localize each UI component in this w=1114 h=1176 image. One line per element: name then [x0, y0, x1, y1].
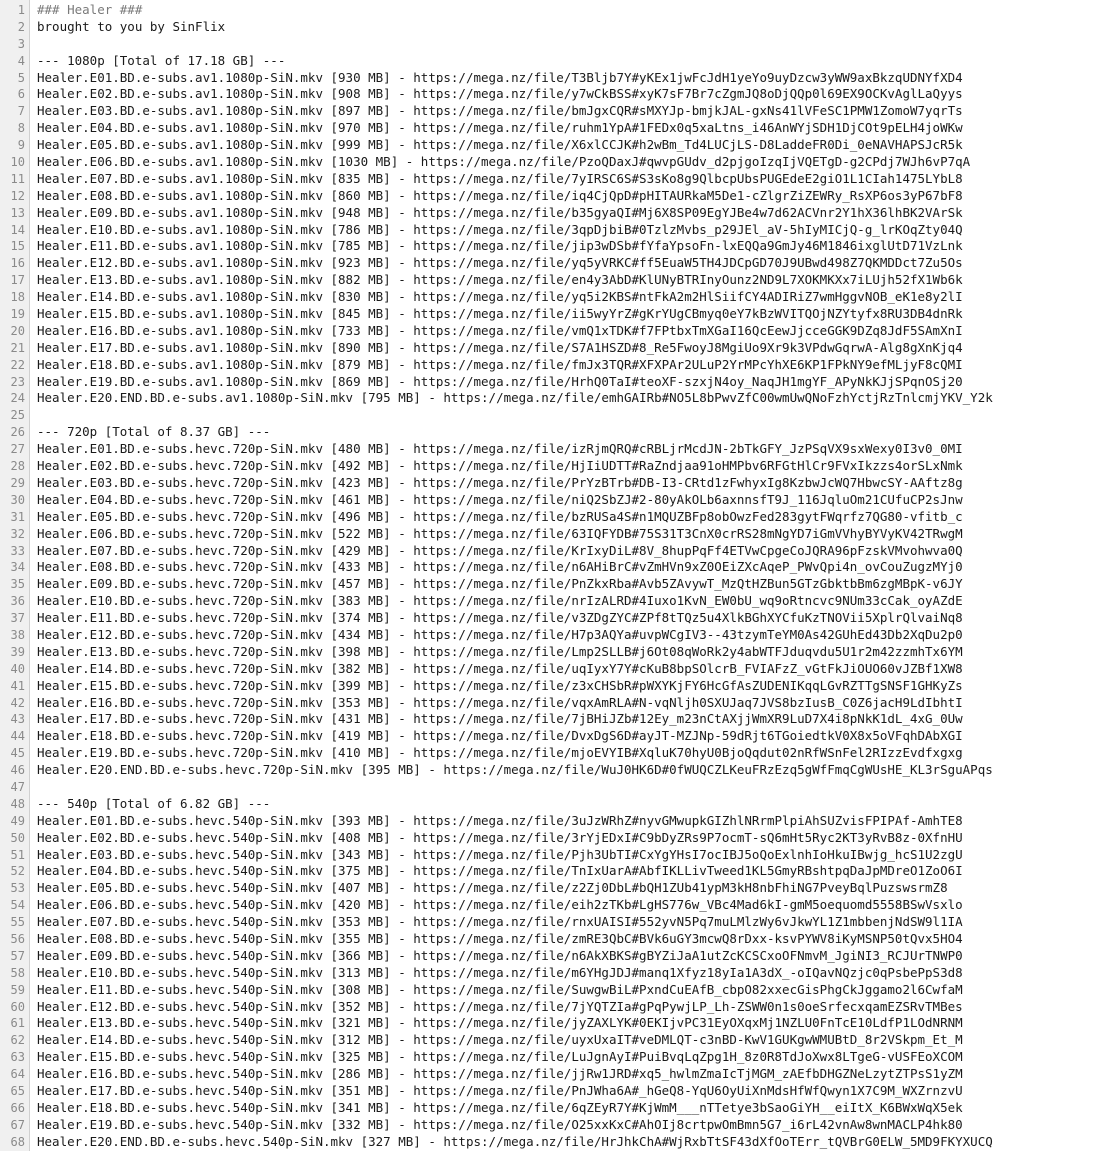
- code-line: Healer.E03.BD.e-subs.hevc.540p-SiN.mkv [343 MB] - https://mega.nz/file/Pjh3UbTI#CxYgYHsI7ocIBJ5oQoExlnhIoHkuIBwjg_hcS1U2zgU: [37, 846, 963, 862]
- code-line: Healer.E04.BD.e-subs.hevc.720p-SiN.mkv [461 MB] - https://mega.nz/file/niQ2SbZJ#2-80yAkOLb6axnnsfT9J_116JqluOm21CUfuCP2sJnw: [37, 491, 963, 507]
- line-number: 34: [10, 560, 25, 575]
- code-line: Healer.E12.BD.e-subs.hevc.540p-SiN.mkv [352 MB] - https://mega.nz/file/7jYQTZIa#gPqPywjLP_Lh-ZSWW0n1s0oeSrfecxqamEZSRvTMBes: [37, 998, 963, 1014]
- code-line: Healer.E10.BD.e-subs.hevc.720p-SiN.mkv [383 MB] - https://mega.nz/file/nrIzALRD#4Iuxo1KvN_EW0bU_wq9oRtncvc9NUm33cCak_oyAZdE: [37, 593, 963, 609]
- code-line: Healer.E20.END.BD.e-subs.hevc.540p-SiN.mkv [327 MB] - https://mega.nz/file/HrJhkChA#WjRxbTtSF43dXfOoTErr_tQVBrG0ELW_5MD9FKYXUCQ: [37, 1133, 993, 1149]
- code-line: Healer.E07.BD.e-subs.hevc.540p-SiN.mkv [353 MB] - https://mega.nz/file/rnxUAISI#552yvN5Pq7muLMlzWy6vJkwYL1Z1mbbenjNdSW9l1IA: [37, 914, 963, 930]
- line-number: 42: [10, 695, 25, 710]
- code-line: Healer.E19.BD.e-subs.hevc.720p-SiN.mkv [410 MB] - https://mega.nz/file/mjoEVYIB#XqluK70hyU0BjoQqdut02nRfWSnFel2RIzzEvdfxgxg: [37, 745, 963, 761]
- code-line: Healer.E09.BD.e-subs.av1.1080p-SiN.mkv [948 MB] - https://mega.nz/file/b35gyaQI#Mj6X8SP09EgYJBe4w7d62ACVnr2Y1hX36lhBK2VArSk: [37, 204, 963, 220]
- code-line: Healer.E09.BD.e-subs.hevc.720p-SiN.mkv [457 MB] - https://mega.nz/file/PnZkxRba#Avb5ZAvywT_MzQtHZBun5GTzGbktbBm6zgMBpK-v6JY: [37, 576, 963, 592]
- code-line: Healer.E02.BD.e-subs.hevc.540p-SiN.mkv [408 MB] - https://mega.nz/file/3rYjEDxI#C9bDyZRs9P7ocmT-sQ6mHt5Ryc2KT3yRvB8z-0XfnHU: [37, 829, 963, 845]
- code-line: Healer.E03.BD.e-subs.hevc.720p-SiN.mkv [423 MB] - https://mega.nz/file/PrYzBTrb#DB-I3-CRtd1zFwhyxIg8KzbwJcWQ7HbwcSY-AAftz8g: [37, 474, 963, 490]
- code-line: --- 1080p [Total of 17.18 GB] ---: [37, 52, 286, 68]
- line-number: 44: [10, 729, 25, 744]
- code-line: Healer.E14.BD.e-subs.hevc.720p-SiN.mkv [382 MB] - https://mega.nz/file/uqIyxY7Y#cKuB8bpSOlcrB_FVIAFzZ_vGtFkJiOUO60vJZBf1XW8: [37, 660, 963, 676]
- line-number: 16: [10, 256, 25, 271]
- line-number: 25: [10, 408, 25, 423]
- line-number: 11: [10, 171, 25, 186]
- line-number: 66: [10, 1100, 25, 1115]
- code-line: Healer.E07.BD.e-subs.av1.1080p-SiN.mkv [835 MB] - https://mega.nz/file/7yIRSC6S#S3sKo8g9QlbcpUbsPUGEdeE2giO1L1CIah1475LYbL8: [37, 170, 963, 186]
- code-line: Healer.E06.BD.e-subs.hevc.720p-SiN.mkv [522 MB] - https://mega.nz/file/63IQFYDB#75S31T3CnX0crRS28mNgYD7iGmVVhyBYVyKV42TRwgM: [37, 525, 963, 541]
- code-line: Healer.E11.BD.e-subs.av1.1080p-SiN.mkv [785 MB] - https://mega.nz/file/jip3wDSb#fYfaYpsoFn-lxEQQa9GmJy46M1846ixglUtD71VzLnk: [37, 238, 963, 254]
- code-line: Healer.E05.BD.e-subs.hevc.540p-SiN.mkv [407 MB] - https://mega.nz/file/z2Zj0DbL#bQH1ZUb41ypM3kH8nbFhiNG7PveyBqlPuzswsrmZ8: [37, 880, 948, 896]
- line-number: 33: [10, 543, 25, 558]
- code-line: Healer.E06.BD.e-subs.av1.1080p-SiN.mkv [1030 MB] - https://mega.nz/file/PzoQDaxJ#qwvpGUdv_d2pjgoIzqIjVQETgD-g2CPdj7WJh6vP7qA: [37, 154, 971, 170]
- line-number: 4: [17, 53, 25, 68]
- line-number: 67: [10, 1117, 25, 1132]
- line-number: 8: [17, 121, 25, 136]
- code-line: Healer.E08.BD.e-subs.hevc.720p-SiN.mkv [433 MB] - https://mega.nz/file/n6AHiBrC#vZmHVn9xZ0OEiZXcAqeP_PWvQpi4n_ovCouZugzMYj0: [37, 559, 963, 575]
- line-number: 19: [10, 307, 25, 322]
- line-number: 12: [10, 188, 25, 203]
- line-number: 64: [10, 1067, 25, 1082]
- line-number: 1: [17, 3, 25, 17]
- code-line: Healer.E04.BD.e-subs.hevc.540p-SiN.mkv [375 MB] - https://mega.nz/file/TnIxUarA#AbfIKLLivTweed1KL5GmyRBshtpqDaJpMDreO1ZoO6I: [37, 863, 963, 879]
- line-number: 32: [10, 526, 25, 541]
- code-line: Healer.E16.BD.e-subs.hevc.540p-SiN.mkv [286 MB] - https://mega.nz/file/jjRw1JRD#xq5_hwlmZmaIcTjMGM_zAEfbDHGZNeLzytZTPsS1yZM: [37, 1066, 963, 1082]
- code-line: --- 720p [Total of 8.37 GB] ---: [37, 424, 271, 440]
- line-number: 58: [10, 965, 25, 980]
- line-number: 63: [10, 1050, 25, 1065]
- line-number: 55: [10, 915, 25, 930]
- line-number-gutter: [0, 0, 30, 1151]
- line-number: 14: [10, 222, 25, 237]
- line-number: 9: [17, 138, 25, 153]
- line-number: 30: [10, 492, 25, 507]
- line-number: 21: [10, 340, 25, 355]
- code-line: [37, 407, 1114, 424]
- code-line: Healer.E08.BD.e-subs.av1.1080p-SiN.mkv [860 MB] - https://mega.nz/file/iq4CjQpD#pHITAURkaM5De1-cZlgrZiZEWRy_RsXP6os3yP67bF8: [37, 187, 963, 203]
- line-number: 38: [10, 627, 25, 642]
- line-number: 22: [10, 357, 25, 372]
- line-number: 29: [10, 475, 25, 490]
- code-line: Healer.E02.BD.e-subs.av1.1080p-SiN.mkv [908 MB] - https://mega.nz/file/y7wCkBSS#xyK7sF7Br7cZgmJQ8oDjQQp0l69EX9OCKvAglLaQyys: [37, 86, 963, 102]
- code-line: Healer.E07.BD.e-subs.hevc.720p-SiN.mkv [429 MB] - https://mega.nz/file/KrIxyDiL#8V_8hupPqFf4ETVwCpgeCoJQRA96pFzskVMvohwva0Q: [37, 542, 963, 558]
- line-number: 2: [17, 19, 25, 34]
- code-line: Healer.E19.BD.e-subs.av1.1080p-SiN.mkv [869 MB] - https://mega.nz/file/HrhQ0TaI#teoXF-szxjN4oy_NaqJH1mgYF_APyNkKJjSPqnOSj20: [37, 373, 963, 389]
- code-line: Healer.E16.BD.e-subs.av1.1080p-SiN.mkv [733 MB] - https://mega.nz/file/vmQ1xTDK#f7FPtbxTmXGaI16QcEewJjcceGGK9DZq8JdF5SAmXnI: [37, 322, 963, 338]
- code-line: Healer.E15.BD.e-subs.hevc.540p-SiN.mkv [325 MB] - https://mega.nz/file/LuJgnAyI#PuiBvqLqZpg1H_8z0R8TdJoXwx8LTgeG-vUSFEoXCOM: [37, 1049, 963, 1065]
- line-number: 50: [10, 830, 25, 845]
- line-number: 6: [17, 87, 25, 102]
- line-number: 31: [10, 509, 25, 524]
- code-line: Healer.E04.BD.e-subs.av1.1080p-SiN.mkv [970 MB] - https://mega.nz/file/ruhm1YpA#1FEDx0q5xaLtns_i46AnWYjSDH1DjCOt9pELH4joWKw: [37, 120, 963, 136]
- code-line: Healer.E12.BD.e-subs.hevc.720p-SiN.mkv [434 MB] - https://mega.nz/file/H7p3AQYa#uvpWCgIV3--43tzymTeYM0As42GUhEd43Db2XqDu2p0: [37, 626, 963, 642]
- line-number: 61: [10, 1016, 25, 1031]
- code-line: Healer.E05.BD.e-subs.av1.1080p-SiN.mkv [999 MB] - https://mega.nz/file/X6xlCCJK#h2wBm_Td4LUCjLS-D8LaddeFR0Di_0eNAVHAPSJcR5k: [37, 137, 963, 153]
- line-number: 37: [10, 611, 25, 626]
- line-number: 46: [10, 763, 25, 778]
- code-line: Healer.E01.BD.e-subs.hevc.540p-SiN.mkv [393 MB] - https://mega.nz/file/3uJzWRhZ#nyvGMwupkGIZhlNRrmPlpiAhSUZvisFPIPAf-AmhTE8: [37, 812, 963, 828]
- code-line: Healer.E12.BD.e-subs.av1.1080p-SiN.mkv [923 MB] - https://mega.nz/file/yq5yVRKC#ff5EuaW5TH4JDCpGD70J9UBwd498Z7QKMDDct7Zu5Os: [37, 255, 963, 271]
- line-number: 27: [10, 442, 25, 457]
- code-line: Healer.E14.BD.e-subs.hevc.540p-SiN.mkv [312 MB] - https://mega.nz/file/uyxUxaIT#veDMLQT-c3nBD-KwV1GUKgwWMUBtD_8r2VSkpm_Et_M: [37, 1032, 963, 1048]
- line-number: 60: [10, 999, 25, 1014]
- line-number: 3: [17, 36, 25, 51]
- line-number: 56: [10, 931, 25, 946]
- code-line: Healer.E17.BD.e-subs.av1.1080p-SiN.mkv [890 MB] - https://mega.nz/file/S7A1HSZD#8_Re5FwoyJ8MgiUo9Xr9k3VPdwGqrwA-Alg8gXnKjq4: [37, 339, 963, 355]
- line-number: 52: [10, 864, 25, 879]
- code-line: Healer.E14.BD.e-subs.av1.1080p-SiN.mkv [830 MB] - https://mega.nz/file/yq5i2KBS#ntFkA2m2HlSiifCY4ADIRiZ7wmHggvNOB_eK1e8y2lI: [37, 289, 963, 305]
- line-number: 57: [10, 948, 25, 963]
- code-line: Healer.E09.BD.e-subs.hevc.540p-SiN.mkv [366 MB] - https://mega.nz/file/n6AkXBKS#gBYZiJaA1utZcKCSCxoOFNmvM_JgiNI3_RCJUrTNWP0: [37, 947, 963, 963]
- code-line: Healer.E10.BD.e-subs.hevc.540p-SiN.mkv [313 MB] - https://mega.nz/file/m6YHgJDJ#manq1Xfyz18yIa1A3dX_-oIQavNQzjc0qPsbePpS3d8: [37, 964, 963, 980]
- line-number: 65: [10, 1084, 25, 1098]
- code-line: Healer.E11.BD.e-subs.hevc.540p-SiN.mkv [308 MB] - https://mega.nz/file/SuwgwBiL#PxndCuEAfB_cbpO82xxecGisPhgCkJggamo2l6CwfaM: [37, 981, 963, 997]
- line-number: 51: [10, 847, 25, 862]
- line-number: 17: [10, 273, 25, 288]
- line-number: 47: [10, 779, 25, 794]
- code-line: Healer.E05.BD.e-subs.hevc.720p-SiN.mkv [496 MB] - https://mega.nz/file/bzRUSa4S#n1MQUZBFp8obOwzFed283gytFWqrfz7QG80-vfitb_c: [37, 508, 963, 524]
- code-line: --- 540p [Total of 6.82 GB] ---: [37, 795, 271, 811]
- code-line: Healer.E06.BD.e-subs.hevc.540p-SiN.mkv [420 MB] - https://mega.nz/file/eih2zTKb#LgHS776w_VBc4Mad6kI-gmM5oequomd5558BSwVsxlo: [37, 897, 963, 913]
- code-line: Healer.E01.BD.e-subs.av1.1080p-SiN.mkv [930 MB] - https://mega.nz/file/T3Bljb7Y#yKEx1jwFcJdH1yeYo9uyDzcw3yWW9axBkzqUDNYfXD4: [37, 69, 963, 85]
- line-number: 48: [10, 796, 25, 811]
- line-number: 53: [10, 881, 25, 896]
- code-line: Healer.E15.BD.e-subs.av1.1080p-SiN.mkv [845 MB] - https://mega.nz/file/ii5wyYrZ#gKrYUgCBmyq0eY7kBzWVITQOjNZYtyfx8RU3DB4dnRk: [37, 306, 963, 322]
- line-number: 62: [10, 1033, 25, 1048]
- code-line: Healer.E01.BD.e-subs.hevc.720p-SiN.mkv [480 MB] - https://mega.nz/file/izRjmQRQ#cRBLjrMcdJN-2bTkGFY_JzPSqVX9sxWexy0I3v0_0MI: [37, 441, 963, 457]
- code-line: Healer.E03.BD.e-subs.av1.1080p-SiN.mkv [897 MB] - https://mega.nz/file/bmJgxCQR#sMXYJp-bmjkJAL-gxNs41lVFeSC1PMW1ZomoW7yqrTs: [37, 103, 963, 119]
- line-number: 18: [10, 290, 25, 305]
- line-number: 59: [10, 982, 25, 997]
- line-number: 54: [10, 898, 25, 913]
- line-number: 41: [10, 678, 25, 693]
- code-line: Healer.E17.BD.e-subs.hevc.540p-SiN.mkv [351 MB] - https://mega.nz/file/PnJWha6A#_hGeQ8-YqU6OyUiXnMdsHfWfQwyn1X7C9M_WXZrnzvU: [37, 1083, 963, 1098]
- line-number: 13: [10, 205, 25, 220]
- code-line: Healer.E13.BD.e-subs.hevc.720p-SiN.mkv [398 MB] - https://mega.nz/file/Lmp2SLLB#j6Ot08qWoRk2y4abWTFJduqvdu5U1r2m42zzmhTx6YM: [37, 643, 963, 659]
- code-line: brought to you by SinFlix: [37, 18, 226, 34]
- line-number: 49: [10, 813, 25, 828]
- line-number: 7: [17, 104, 25, 119]
- code-line: Healer.E18.BD.e-subs.av1.1080p-SiN.mkv [879 MB] - https://mega.nz/file/fmJx3TQR#XFXPAr2ULuP2YrMPcYhXE6KP1FPkNY9efMLjyF8cQMI: [37, 356, 963, 372]
- line-number: 35: [10, 577, 25, 592]
- code-line: ### Healer ###: [37, 2, 143, 17]
- line-number: 28: [10, 459, 25, 474]
- code-line: Healer.E15.BD.e-subs.hevc.720p-SiN.mkv [399 MB] - https://mega.nz/file/z3xCHSbR#pWXYKjFY6HcGfAsZUDENIKqqLGvRZTTgSNSF1GHKyZs: [37, 677, 963, 693]
- code-line: Healer.E02.BD.e-subs.hevc.720p-SiN.mkv [492 MB] - https://mega.nz/file/HjIiUDTT#RaZndjaa91oHMPbv6RFGtHlCr9FVxIkzzs4orSLxNmk: [37, 458, 963, 474]
- line-number: 20: [10, 323, 25, 338]
- line-number: 26: [10, 425, 25, 440]
- line-number: 36: [10, 594, 25, 609]
- code-line: Healer.E20.END.BD.e-subs.hevc.720p-SiN.mkv [395 MB] - https://mega.nz/file/WuJ0HK6D#0fWUQCZLKeuFRzEzq5gWfFmqCgWUsHE_KL3rSguAPqs: [37, 762, 993, 778]
- code-line: Healer.E19.BD.e-subs.hevc.540p-SiN.mkv [332 MB] - https://mega.nz/file/O25xxKxC#AhOIj8crtpwOmBmn5G7_i6rL42vnAw8wnMACLP4hk80: [37, 1116, 963, 1132]
- line-number: 23: [10, 374, 25, 389]
- code-content-area[interactable]: [30, 0, 1114, 1151]
- code-line: Healer.E20.END.BD.e-subs.av1.1080p-SiN.mkv [795 MB] - https://mega.nz/file/emhGAIRb#NO5L8bPwvZfC00wmUwQNoFzhYctjRzTnlcmjYKV_Y2k: [37, 390, 993, 406]
- line-number: 24: [10, 391, 25, 406]
- line-number: 43: [10, 712, 25, 727]
- code-line: Healer.E10.BD.e-subs.av1.1080p-SiN.mkv [786 MB] - https://mega.nz/file/3qpDjbiB#0TzlzMvbs_p29JEl_aV-5hIyMICjQ-g_lrKOqZty04Q: [37, 221, 963, 237]
- line-number: 40: [10, 661, 25, 676]
- code-line: Healer.E13.BD.e-subs.hevc.540p-SiN.mkv [321 MB] - https://mega.nz/file/jyZAXLYK#0EKIjvPC31EyOXqxMj1NZLU0FnTcE10LdfP1LOdNRNM: [37, 1015, 963, 1031]
- line-number: 15: [10, 239, 25, 254]
- code-line: Healer.E18.BD.e-subs.hevc.720p-SiN.mkv [419 MB] - https://mega.nz/file/DvxDgS6D#ayJT-MZJNp-59dRjt6TGoiedtkV0X8x5oVFqhDAbXGI: [37, 728, 963, 744]
- code-line: Healer.E08.BD.e-subs.hevc.540p-SiN.mkv [355 MB] - https://mega.nz/file/zmRE3QbC#BVk6uGY3mcwQ8rDxx-ksvPYWV8iKyMSNP50tQvx5HO4: [37, 930, 963, 946]
- code-line: Healer.E16.BD.e-subs.hevc.720p-SiN.mkv [353 MB] - https://mega.nz/file/vqxAmRLA#N-vqNljh0SXUJaq7JVS8bzIusB_C0Z6jacH9LdIbhtI: [37, 694, 963, 710]
- line-number: 10: [10, 155, 25, 170]
- code-line: [37, 36, 1114, 53]
- line-number: 45: [10, 746, 25, 761]
- code-line: Healer.E11.BD.e-subs.hevc.720p-SiN.mkv [374 MB] - https://mega.nz/file/v3ZDgZYC#ZPf8tTQz5u4XlkBGhXYCfuKzTNOVii5XplrQlvaiNq8: [37, 610, 963, 626]
- code-line: Healer.E13.BD.e-subs.av1.1080p-SiN.mkv [882 MB] - https://mega.nz/file/en4y3AbD#KlUNyBTRInyOunz2ND9L7XOKMKXx7iLUjh52fX1Wb6k: [37, 272, 963, 288]
- line-number: 68: [10, 1134, 25, 1149]
- line-number: 39: [10, 644, 25, 659]
- code-line: Healer.E17.BD.e-subs.hevc.720p-SiN.mkv [431 MB] - https://mega.nz/file/7jBHiJZb#12Ey_m23nCtAXjjWmXR9LuD7X4i8pNkK1dL_4xG_0Uw: [37, 711, 963, 727]
- code-line: [37, 779, 1114, 796]
- code-line: Healer.E18.BD.e-subs.hevc.540p-SiN.mkv [341 MB] - https://mega.nz/file/6qZEyR7Y#KjWmM___nTTetye3bSaoGiYH__eiItX_K6BWxWqX5ek: [37, 1099, 963, 1115]
- line-number: 5: [17, 70, 25, 85]
